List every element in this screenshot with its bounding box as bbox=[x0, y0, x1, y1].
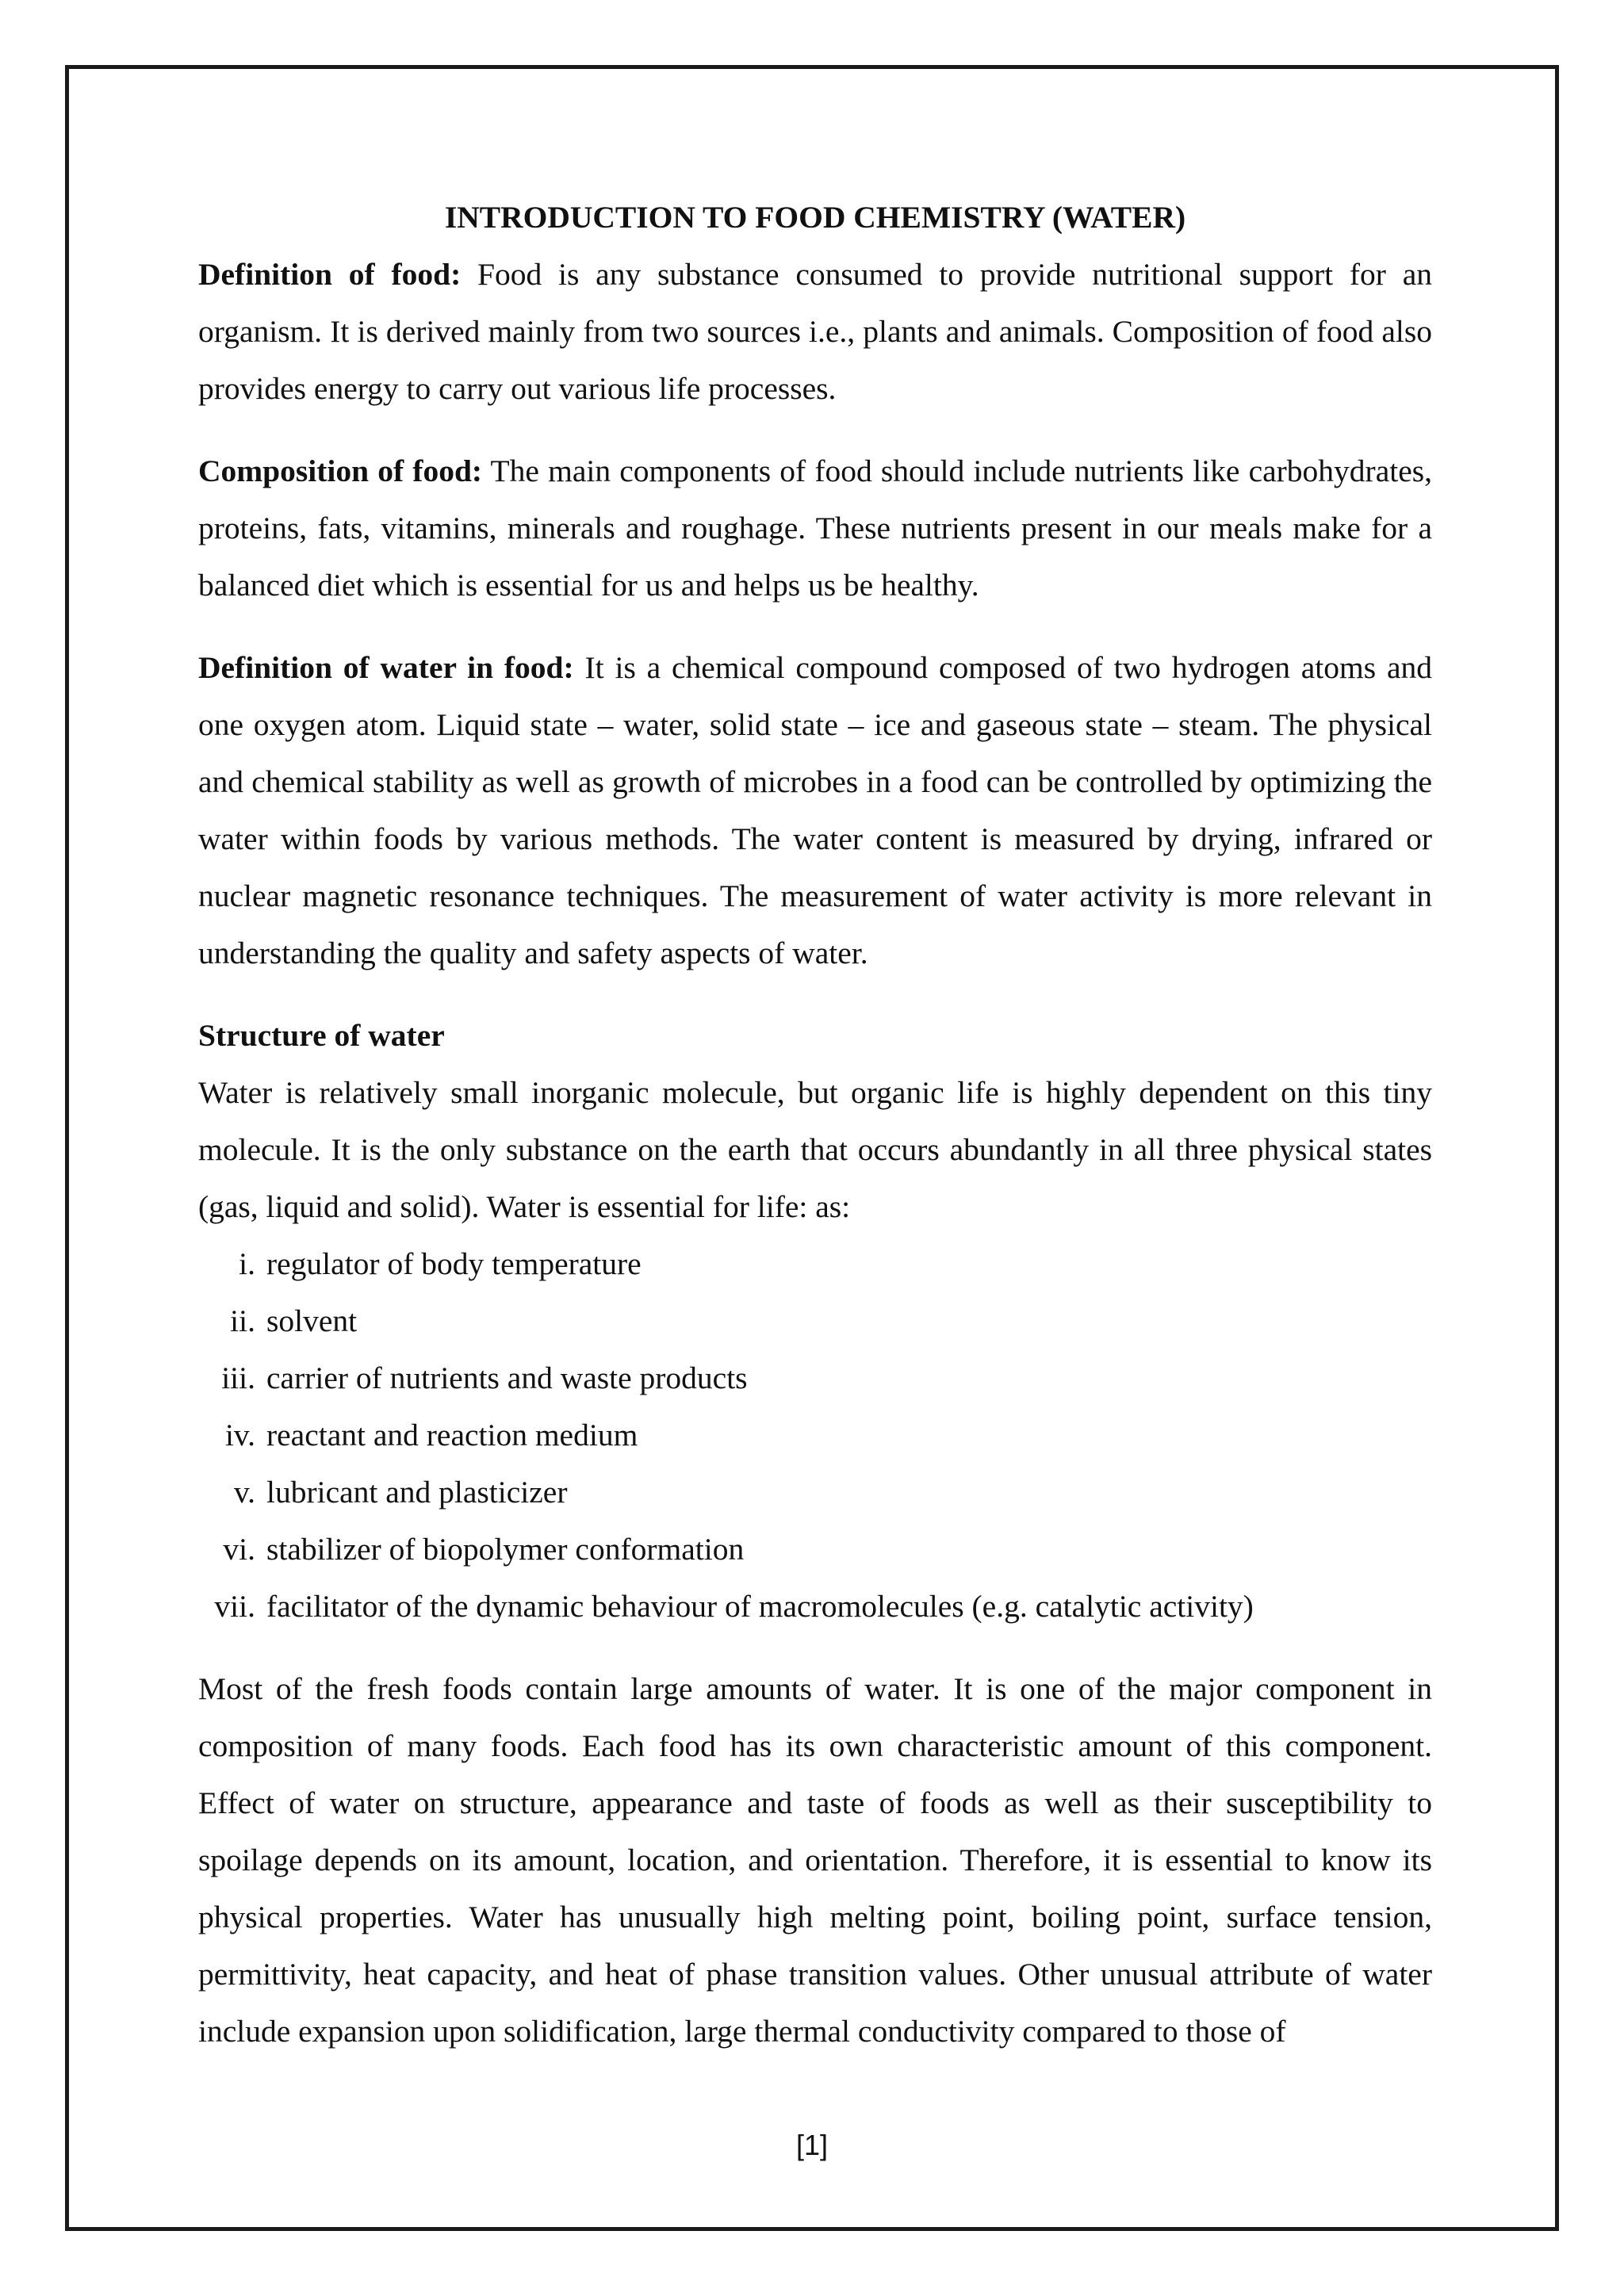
list-item-number: vii. bbox=[214, 1589, 255, 1624]
list-item-text: stabilizer of biopolymer conformation bbox=[266, 1532, 745, 1567]
list-item-text: facilitator of the dynamic behaviour of macromolecules (e.g. catalytic activity) bbox=[266, 1589, 1254, 1624]
text-composition-of-food: The main components of food should include nutrients like carbohydrates, proteins, fats, vitamins, minerals and roughage. These nutrients present in our meals make for a balanced diet which is essential for us and helps us be healthy. bbox=[198, 453, 1432, 603]
list-item bbox=[198, 1406, 1432, 1464]
list-item bbox=[198, 1235, 1432, 1292]
paragraph-definition-of-water bbox=[198, 639, 1432, 982]
document-title: INTRODUCTION TO FOOD CHEMISTRY (WATER) bbox=[444, 200, 1186, 235]
text-definition-of-water: It is a chemical compound composed of two hydrogen atoms and one oxygen atom. Liquid state – water, solid state – ice and gaseous state – steam. The physical and chemical stability as well as growth of microbes in a food can be controlled by optimizing the water within foods by various methods. The water content is measured by drying, infrared or nuclear magnetic resonance techniques. The measurement of water activity is more relevant in understanding the quality and safety aspects of water. bbox=[198, 650, 1432, 970]
paragraph-composition-of-food bbox=[198, 442, 1432, 614]
list-item-number: iv. bbox=[224, 1418, 255, 1452]
list-item-text: solvent bbox=[266, 1303, 358, 1338]
list-item-number: iii. bbox=[221, 1360, 255, 1395]
list-item-text: lubricant and plasticizer bbox=[266, 1475, 568, 1510]
list-item-number: i. bbox=[239, 1246, 255, 1281]
page-number: [1] bbox=[795, 2129, 829, 2161]
text-definition-of-food: Food is any substance consumed to provide nutritional support for an organism. It is derived mainly from two sources i.e., plants and animals. Composition of food also provides energy to carry out various life processes. bbox=[198, 257, 1432, 406]
list-item bbox=[198, 1464, 1432, 1521]
list-item-text: regulator of body temperature bbox=[266, 1246, 642, 1281]
paragraph-definition-of-food bbox=[198, 246, 1432, 417]
list-item-number: vi. bbox=[223, 1532, 255, 1567]
list-item bbox=[198, 1292, 1432, 1349]
list-item bbox=[198, 1349, 1432, 1406]
paragraph-structure-intro: Water is relatively small inorganic molecule, but organic life is highly dependent on this tiny molecule. It is the only substance on the earth that occurs abundantly in all three physical states (gas, liquid and solid). Water is essential for life: as: bbox=[198, 1075, 1432, 1224]
term-definition-of-water: Definition of water in food: bbox=[198, 650, 574, 685]
list-item-text: carrier of nutrients and waste products bbox=[266, 1360, 748, 1395]
document-body bbox=[198, 189, 1432, 2060]
list-item bbox=[198, 1578, 1432, 1635]
term-definition-of-food: Definition of food: bbox=[198, 257, 462, 292]
uses-of-water-list bbox=[198, 1235, 1432, 1635]
list-item bbox=[198, 1521, 1432, 1578]
heading-structure-of-water: Structure of water bbox=[198, 1018, 445, 1053]
list-item-number: v. bbox=[233, 1475, 255, 1510]
term-composition-of-food: Composition of food: bbox=[198, 453, 483, 488]
list-item-text: reactant and reaction medium bbox=[266, 1418, 638, 1452]
list-item-number: ii. bbox=[230, 1303, 255, 1338]
paragraph-closing: Most of the fresh foods contain large amounts of water. It is one of the major component in composition of many foods. Each food has its own characteristic amount of this component. Effect of water on structure, appearance and taste of foods as well as their susceptibility to spoilage depends on its amount, location, and orientation. Therefore, it is essential to know its physical properties. Water has unusually high melting point, boiling point, surface tension, permittivity, heat capacity, and heat of phase transition values. Other unusual attribute of water include expansion upon solidification, large thermal conductivity compared to those of bbox=[198, 1671, 1432, 2049]
